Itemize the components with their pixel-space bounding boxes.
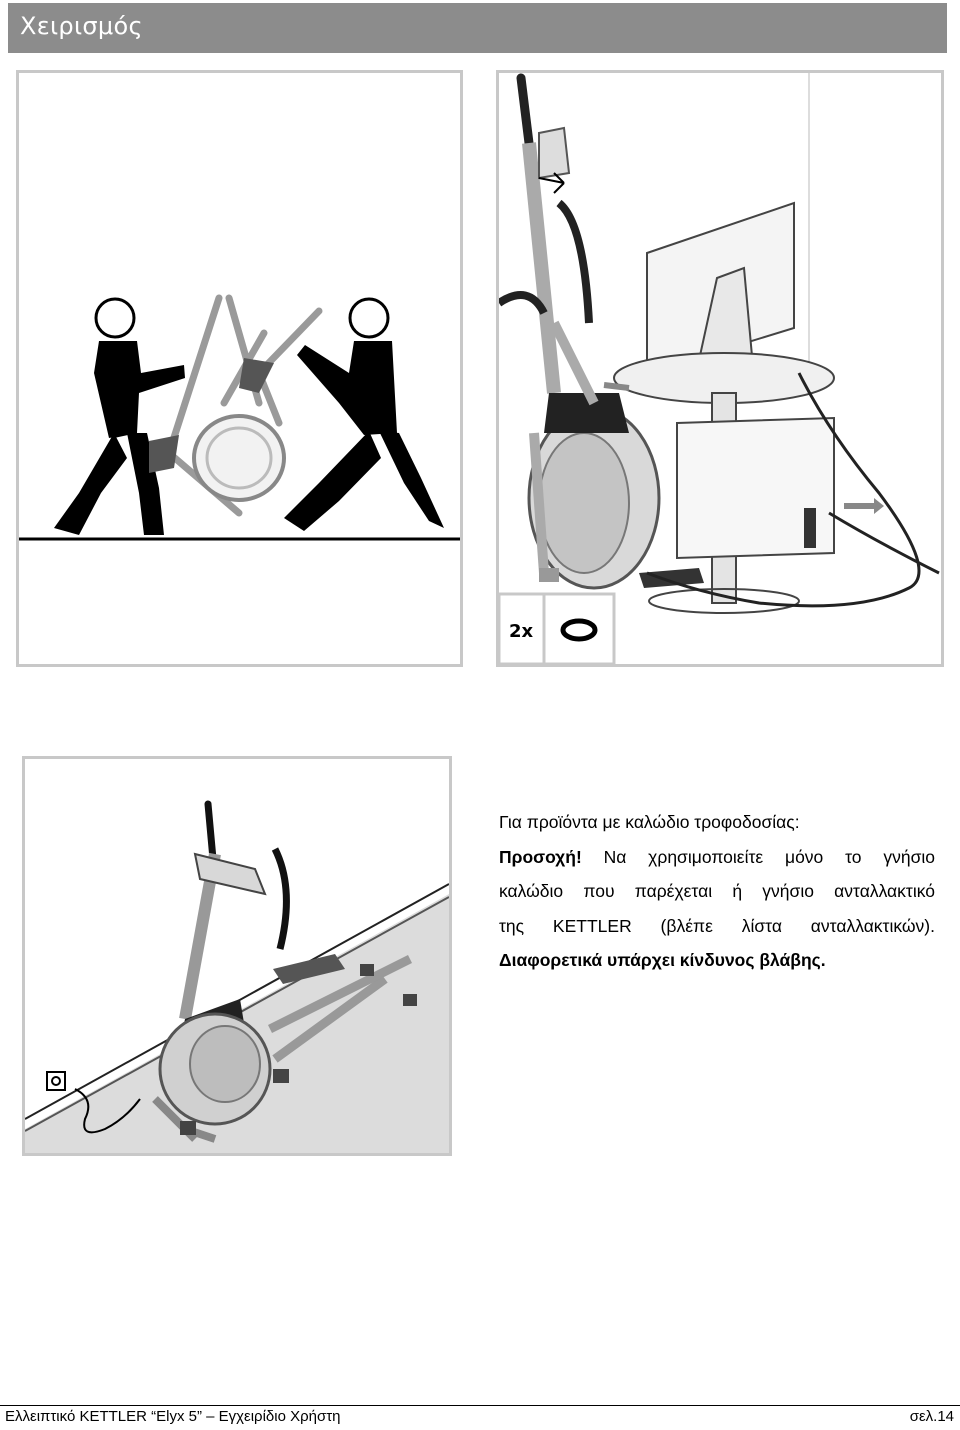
wall-socket-illustration	[25, 759, 449, 1153]
notice-line-2: καλώδιο που παρέχεται ή γνήσιο ανταλλακτικό	[499, 881, 935, 901]
quantity-badge: 2x	[509, 621, 534, 642]
notice-line-1-rest: Να χρησιμοποιείτε μόνο το γνήσιο	[581, 846, 935, 867]
cable-routing-illustration	[499, 73, 941, 664]
notice-line-1	[499, 840, 935, 875]
page-title: Χειρισμός	[20, 12, 143, 40]
illustration-wall-socket	[22, 756, 452, 1156]
footer-document-title: Ελλειπτικό KETTLER “Elyx 5” – Εγχειρίδιο Χρήστη	[5, 1408, 341, 1425]
illustration-lifting-trainer	[16, 70, 463, 667]
lifting-illustration	[19, 73, 460, 664]
notice-warning: Διαφορετικά υπάρχει κίνδυνος βλάβης.	[499, 950, 826, 970]
right-person-figure	[284, 299, 444, 531]
illustration-cable-routing	[496, 70, 944, 667]
notice-line-3: της KETTLER (βλέπε λίστα ανταλλακτικών).	[499, 915, 935, 936]
power-cable-notice	[499, 805, 935, 978]
footer-rule	[0, 1405, 960, 1406]
footer-page-number: σελ.14	[909, 1408, 954, 1425]
wall-socket-icon	[47, 1072, 65, 1090]
notice-heading: Για προϊόντα με καλώδιο τροφοδοσίας:	[499, 812, 800, 832]
header-bar	[8, 3, 947, 53]
attention-label: Προσοχή!	[499, 846, 582, 867]
left-person-figure	[54, 299, 185, 535]
